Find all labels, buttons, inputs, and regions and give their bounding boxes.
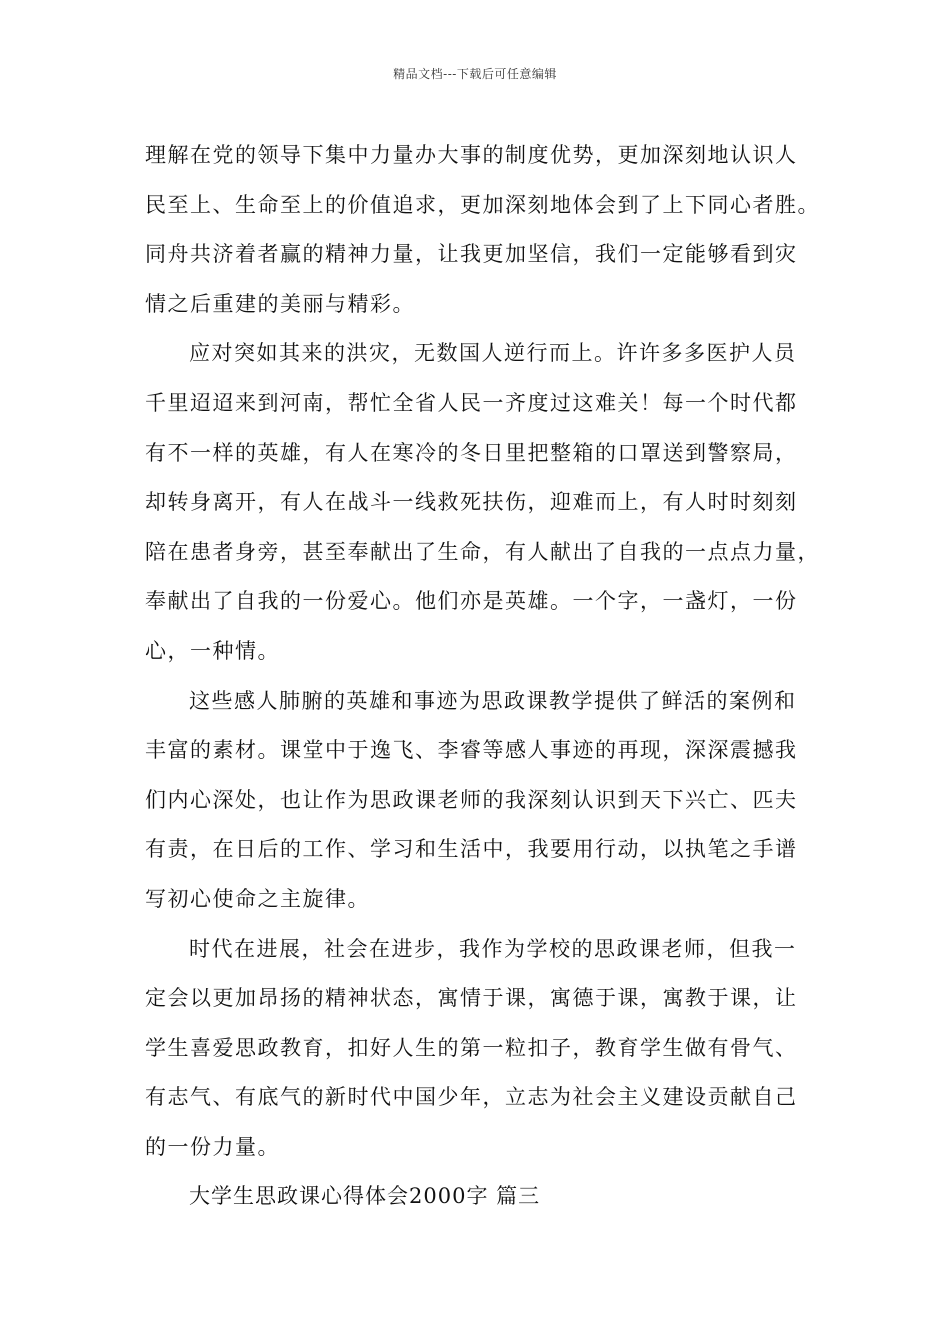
text-line: 却转身离开，有人在战斗一线救死扶伤，迎难而上，有人时时刻刻 bbox=[145, 490, 798, 515]
page-header: 精品文档---下载后可任意编辑 bbox=[393, 67, 557, 81]
paragraph-3 bbox=[145, 677, 815, 925]
text-line: 同舟共济着者赢的精神力量，让我更加坚信，我们一定能够看到灾 bbox=[145, 242, 798, 267]
text-line: 这些感人肺腑的英雄和事迹为思政课教学提供了鲜活的案例和 bbox=[189, 688, 797, 713]
text-line: 陪在患者身旁，甚至奉献出了生命，有人献出了自我的一点点力量， bbox=[145, 539, 820, 564]
text-line: 的一份力量。 bbox=[145, 1134, 280, 1159]
paragraph-2 bbox=[145, 329, 820, 676]
text-line: 应对突如其来的洪灾，无数国人逆行而上。许许多多医护人员 bbox=[189, 341, 797, 366]
text-line: 有志气、有底气的新时代中国少年，立志为社会主义建设贡献自己 bbox=[145, 1085, 798, 1110]
text-line: 写初心使命之主旋律。 bbox=[145, 886, 370, 911]
text-line: 有责，在日后的工作、学习和生活中，我要用行动，以执笔之手谱 bbox=[145, 837, 798, 862]
text-line: 理解在党的领导下集中力量办大事的制度优势，更加深刻地认识人 bbox=[145, 143, 798, 167]
text-line: 定会以更加昂扬的精神状态，寓情于课，寓德于课，寓教于课，让 bbox=[145, 986, 798, 1011]
text-line: 学生喜爱思政教育，扣好人生的第一粒扣子，教育学生做有骨气、 bbox=[145, 1035, 798, 1060]
paragraph-1 bbox=[145, 131, 820, 329]
text-line: 情之后重建的美丽与精彩。 bbox=[145, 291, 415, 316]
document-body bbox=[145, 131, 820, 1222]
text-line: 有不一样的英雄，有人在寒冷的冬日里把整箱的口罩送到警察局， bbox=[145, 440, 798, 465]
text-line: 奉献出了自我的一份爱心。他们亦是英雄。一个字，一盏灯，一份 bbox=[145, 589, 798, 614]
text-line: 时代在进展，社会在进步，我作为学校的思政课老师，但我一 bbox=[189, 936, 797, 961]
paragraph-4 bbox=[145, 925, 815, 1173]
text-line: 千里迢迢来到河南，帮忙全省人民一齐度过这难关！每一个时代都 bbox=[145, 390, 798, 415]
text-line: 们内心深处，也让作为思政课老师的我深刻认识到天下兴亡、匹夫 bbox=[145, 787, 798, 812]
text-line: 民至上、生命至上的价值追求，更加深刻地体会到了上下同心者胜。 bbox=[145, 192, 820, 217]
section-heading: 大学生思政课心得体会2000字 篇三 bbox=[189, 1184, 541, 1209]
text-line: 心，一种情。 bbox=[145, 638, 280, 663]
text-line: 丰富的素材。课堂中于逸飞、李睿等感人事迹的再现，深深震撼我 bbox=[145, 738, 798, 763]
